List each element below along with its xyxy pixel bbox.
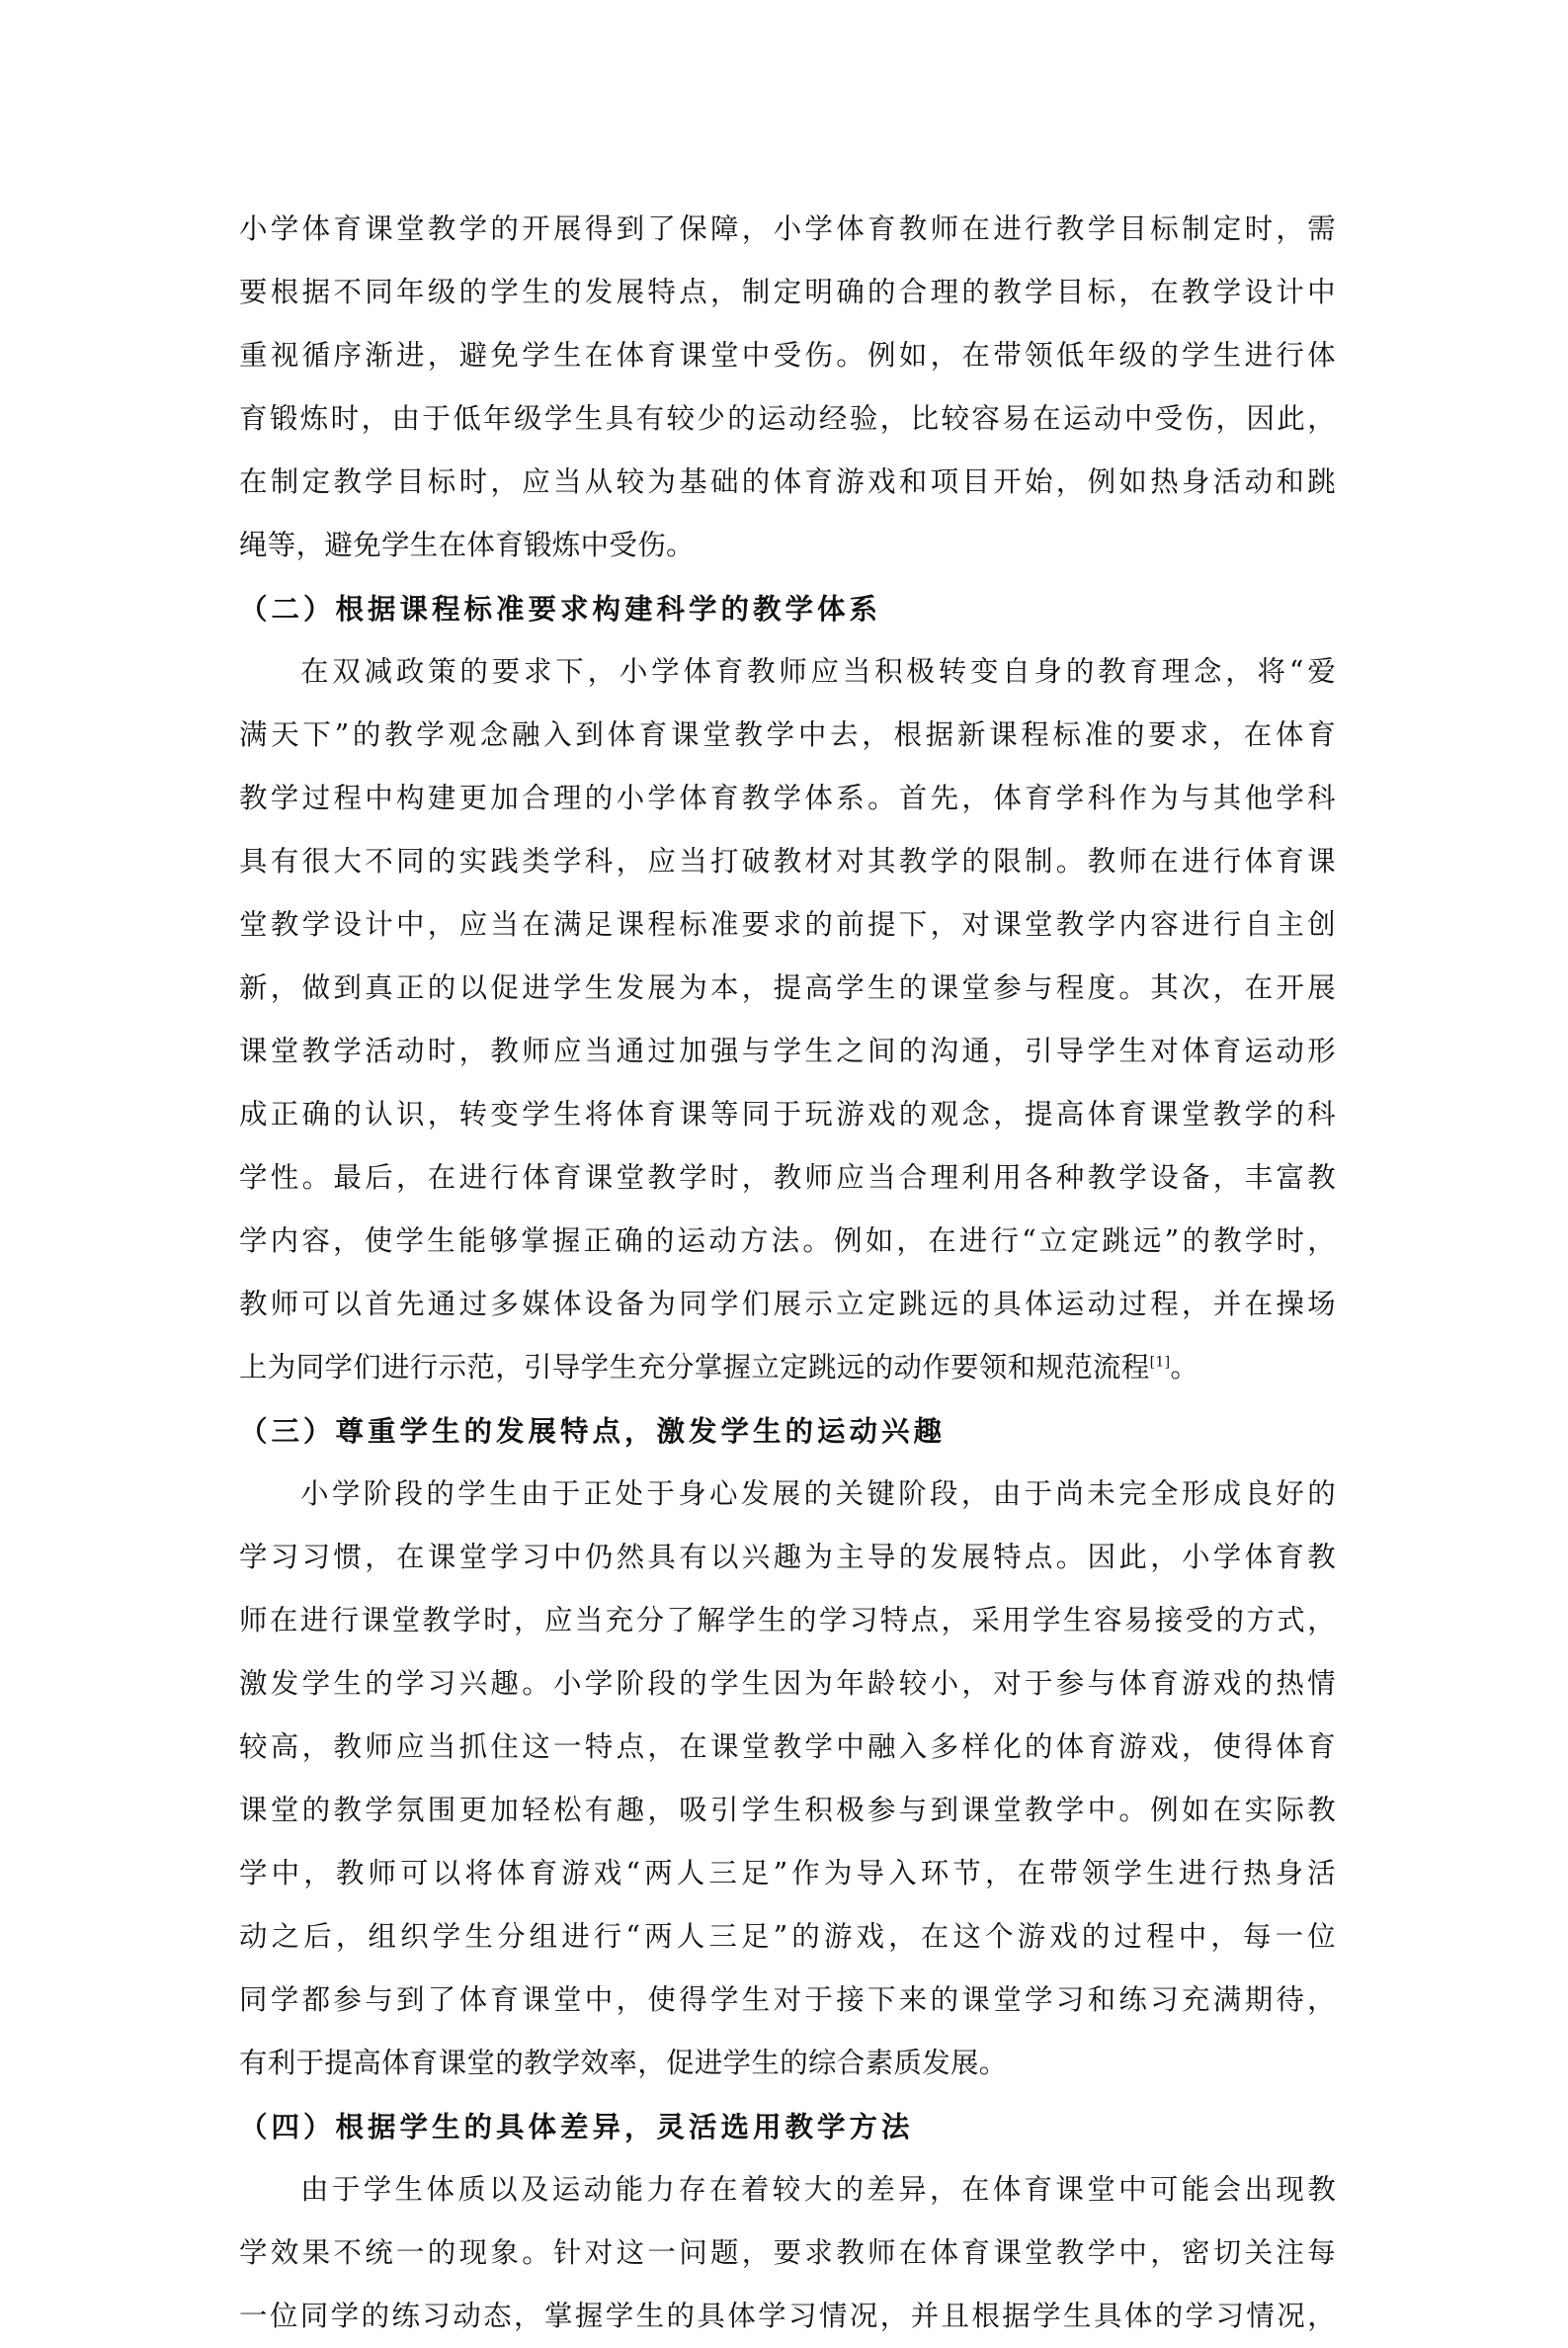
text-line: 要根据不同年级的学生的发展特点，制定明确的合理的教学目标，在教学设计中 [239, 276, 1336, 308]
text-line: 学效果不统一的现象。针对这一问题，要求教师在体育课堂教学中，密切关注每 [239, 2236, 1336, 2269]
paragraph-1 [239, 198, 1336, 577]
text-line: 小学体育课堂教学的开展得到了保障，小学体育教师在进行教学目标制定时，需 [239, 212, 1336, 245]
text-line-body: 上为同学们进行示范，引导学生充分掌握立定跳远的动作要领和规范流程 [239, 1351, 1150, 1384]
text-line: 绳等，避免学生在体育锻炼中受伤。 [239, 529, 695, 561]
text-line: 在双减政策的要求下，小学体育教师应当积极转变自身的教育理念，将“爱 [300, 655, 1336, 688]
text-line [239, 1336, 1336, 1399]
text-line: 有利于提高体育课堂的教学效率，促进学生的综合素质发展。 [239, 2047, 1008, 2079]
text-line: 学内容，使学生能够掌握正确的运动方法。例如，在进行“立定跳远”的教学时， [239, 1224, 1336, 1257]
text-line: 激发学生的学习兴趣。小学阶段的学生因为年龄较小，对于参与体育游戏的热情 [239, 1667, 1336, 1700]
text-line: 新，做到真正的以促进学生发展为本，提高学生的课堂参与程度。其次，在开展 [239, 971, 1336, 1004]
text-line: 具有很大不同的实践类学科，应当打破教材对其教学的限制。教师在进行体育课 [239, 845, 1336, 878]
text-line: 在制定教学目标时，应当从较为基础的体育游戏和项目开始，例如热身活动和跳 [239, 465, 1336, 498]
text-line: 同学都参与到了体育课堂中，使得学生对于接下来的课堂学习和练习充满期待， [239, 1983, 1336, 2016]
text-line: 满天下”的教学观念融入到体育课堂教学中去，根据新课程标准的要求，在体育 [239, 718, 1336, 751]
text-line: 学中，教师可以将体育游戏“两人三足”作为导入环节，在带领学生进行热身活 [239, 1857, 1336, 1889]
text-line: 成正确的认识，转变学生将体育课等同于玩游戏的观念，提高体育课堂教学的科 [239, 1098, 1336, 1131]
text-line: 堂教学设计中，应当在满足课程标准要求的前提下，对课堂教学内容进行自主创 [239, 908, 1336, 941]
paragraph-3 [239, 1463, 1336, 2095]
section-heading-4: （四）根据学生的具体差异，灵活选用教学方法 [239, 2110, 914, 2143]
text-line: 育锻炼时，由于低年级学生具有较少的运动经验，比较容易在运动中受伤，因此， [239, 402, 1336, 435]
text-line: 一位同学的练习动态，掌握学生的具体学习情况，并且根据学生具体的学习情况， [239, 2300, 1336, 2332]
text-line: 学性。最后，在进行体育课堂教学时，教师应当合理利用各种教学设备，丰富教 [239, 1161, 1336, 1194]
text-line: 较高，教师应当抓住这一特点，在课堂教学中融入多样化的体育游戏，使得体育 [239, 1730, 1336, 1763]
document-page [239, 198, 1336, 2348]
text-line: 小学阶段的学生由于正处于身心发展的关键阶段，由于尚未完全形成良好的 [300, 1477, 1336, 1510]
text-line: 教学过程中构建更加合理的小学体育教学体系。首先，体育学科作为与其他学科 [239, 782, 1336, 814]
text-line: 学习习惯，在课堂学习中仍然具有以兴趣为主导的发展特点。因此，小学体育教 [239, 1541, 1336, 1573]
text-line: 教师可以首先通过多媒体设备为同学们展示立定跳远的具体运动过程，并在操场 [239, 1288, 1336, 1320]
paragraph-2 [239, 640, 1336, 1399]
text-line: 重视循序渐进，避免学生在体育课堂中受伤。例如，在带领低年级的学生进行体 [239, 339, 1336, 372]
text-line-end: 。 [1170, 1351, 1199, 1384]
text-line: 动之后，组织学生分组进行“两人三足”的游戏，在这个游戏的过程中，每一位 [239, 1920, 1336, 1953]
citation-marker: [1] [1149, 1354, 1171, 1371]
section-heading-3: （三）尊重学生的发展特点，激发学生的运动兴趣 [239, 1414, 947, 1448]
text-line: 由于学生体质以及运动能力存在着较大的差异，在体育课堂中可能会出现教 [300, 2173, 1336, 2206]
paragraph-4 [239, 2158, 1336, 2348]
text-line: 课堂的教学氛围更加轻松有趣，吸引学生积极参与到课堂教学中。例如在实际教 [239, 1794, 1336, 1826]
section-heading-2: （二）根据课程标准要求构建科学的教学体系 [239, 592, 882, 626]
text-line: 师在进行课堂教学时，应当充分了解学生的学习特点，采用学生容易接受的方式， [239, 1604, 1336, 1636]
text-line: 课堂教学活动时，教师应当通过加强与学生之间的沟通，引导学生对体育运动形 [239, 1035, 1336, 1067]
